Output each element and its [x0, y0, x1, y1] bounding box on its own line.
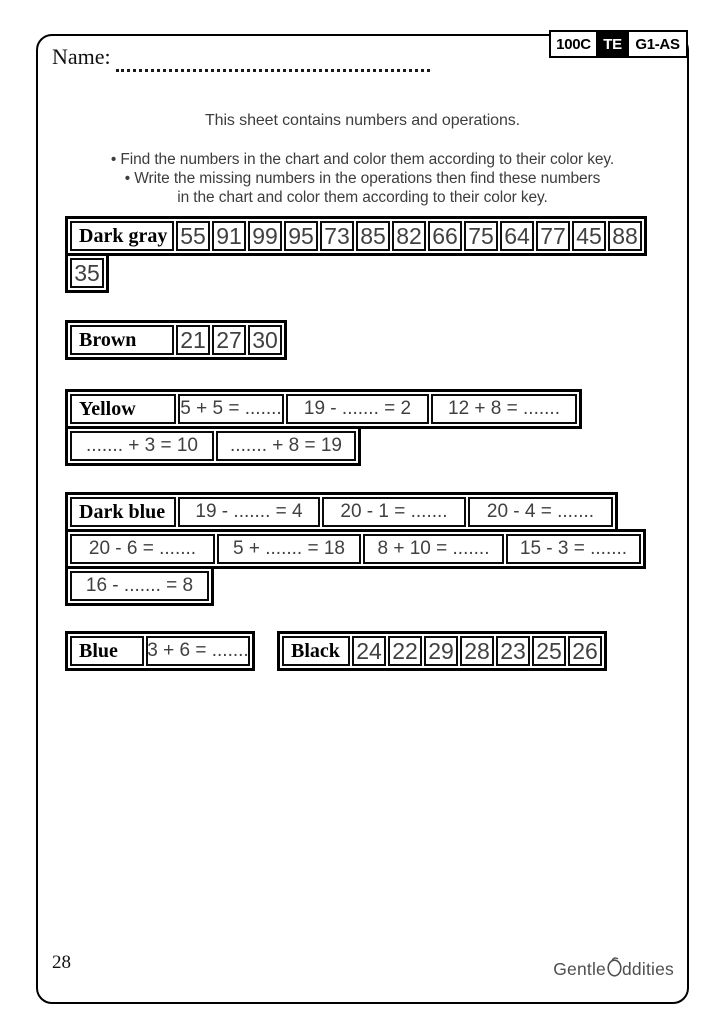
chart-cell: 88 [608, 221, 642, 251]
name-dotted-line [116, 56, 430, 72]
chart-row [65, 216, 647, 256]
chart-brown [65, 320, 287, 360]
chart-cell: 19 - ....... = 4 [178, 497, 320, 527]
chart-row [65, 529, 646, 569]
chart-cell: 73 [320, 221, 354, 251]
chart-cell: 64 [500, 221, 534, 251]
instruction-bullet-1: • Find the numbers in the chart and color them according to their color key. [110, 151, 615, 168]
chart-blue [65, 631, 255, 671]
chart-cell: 24 [352, 636, 386, 666]
chart-cell: 35 [70, 258, 104, 288]
chart-cell: 5 + 5 = ....... [178, 394, 284, 424]
code-badge [549, 30, 688, 58]
chart-label: Brown [70, 325, 174, 355]
page-number: 28 [52, 952, 71, 973]
chart-cell: 20 - 6 = ....... [70, 534, 215, 564]
instructions-title: This sheet contains numbers and operations. [205, 112, 520, 129]
chart-dark-blue [65, 492, 646, 606]
chart-cell: 20 - 4 = ....... [468, 497, 613, 527]
chart-cell: 27 [212, 325, 246, 355]
chart-label: Black [282, 636, 350, 666]
chart-cell: 99 [248, 221, 282, 251]
chart-cell: 55 [176, 221, 210, 251]
chart-cell: 75 [464, 221, 498, 251]
chart-cell: 20 - 1 = ....... [322, 497, 466, 527]
chart-label: Dark blue [70, 497, 176, 527]
instruction-bullet-2: • Write the missing numbers in the operations then find these numbers [124, 170, 601, 187]
chart-row [65, 426, 361, 466]
chart-black [277, 631, 607, 671]
chart-cell: 15 - 3 = ....... [506, 534, 641, 564]
name-label: Name: [52, 44, 111, 69]
chart-cell: 30 [248, 325, 282, 355]
chart-yellow [65, 389, 582, 466]
chart-cell: 45 [572, 221, 606, 251]
chart-cell: 77 [536, 221, 570, 251]
badge-segment-100c: 100C [551, 32, 596, 56]
chart-label: Yellow [70, 394, 176, 424]
brand-logo [553, 956, 674, 982]
chart-cell: 26 [568, 636, 602, 666]
chart-cell: 5 + ....... = 18 [217, 534, 361, 564]
chart-cell: 25 [532, 636, 566, 666]
instruction-bullet-2-cont: in the chart and color them according to their color key. [177, 189, 548, 206]
chart-cell: 21 [176, 325, 210, 355]
chart-cell: ....... + 3 = 10 [70, 431, 214, 461]
chart-label: Dark gray [70, 221, 174, 251]
chart-dark-gray [65, 216, 647, 293]
chart-row [65, 389, 582, 429]
chart-cell: 22 [388, 636, 422, 666]
brand-prefix: Gentle [553, 958, 606, 979]
chart-cell: 95 [284, 221, 318, 251]
chart-cell: 16 - ....... = 8 [70, 571, 209, 601]
chart-cell: 85 [356, 221, 390, 251]
chart-cell: 8 + 10 = ....... [363, 534, 504, 564]
chart-cell: 28 [460, 636, 494, 666]
chart-cell: 29 [424, 636, 458, 666]
chart-cell: 12 + 8 = ....... [431, 394, 577, 424]
chart-label: Blue [70, 636, 144, 666]
egg-o-icon [607, 956, 622, 982]
badge-segment-g1as: G1-AS [629, 32, 686, 56]
chart-row [277, 631, 607, 671]
chart-cell: 91 [212, 221, 246, 251]
chart-cell: 19 - ....... = 2 [286, 394, 429, 424]
badge-segment-te: TE [596, 32, 629, 56]
chart-cell: 3 + 6 = ....... [146, 636, 250, 666]
chart-cell: ....... + 8 = 19 [216, 431, 356, 461]
chart-row [65, 492, 618, 532]
chart-row [65, 631, 255, 671]
chart-cell: 23 [496, 636, 530, 666]
chart-row [65, 320, 287, 360]
instructions-bullets [36, 150, 689, 207]
chart-row [65, 566, 214, 606]
brand-suffix: ddities [622, 958, 674, 979]
chart-cell: 66 [428, 221, 462, 251]
chart-row [65, 253, 109, 293]
chart-cell: 82 [392, 221, 426, 251]
